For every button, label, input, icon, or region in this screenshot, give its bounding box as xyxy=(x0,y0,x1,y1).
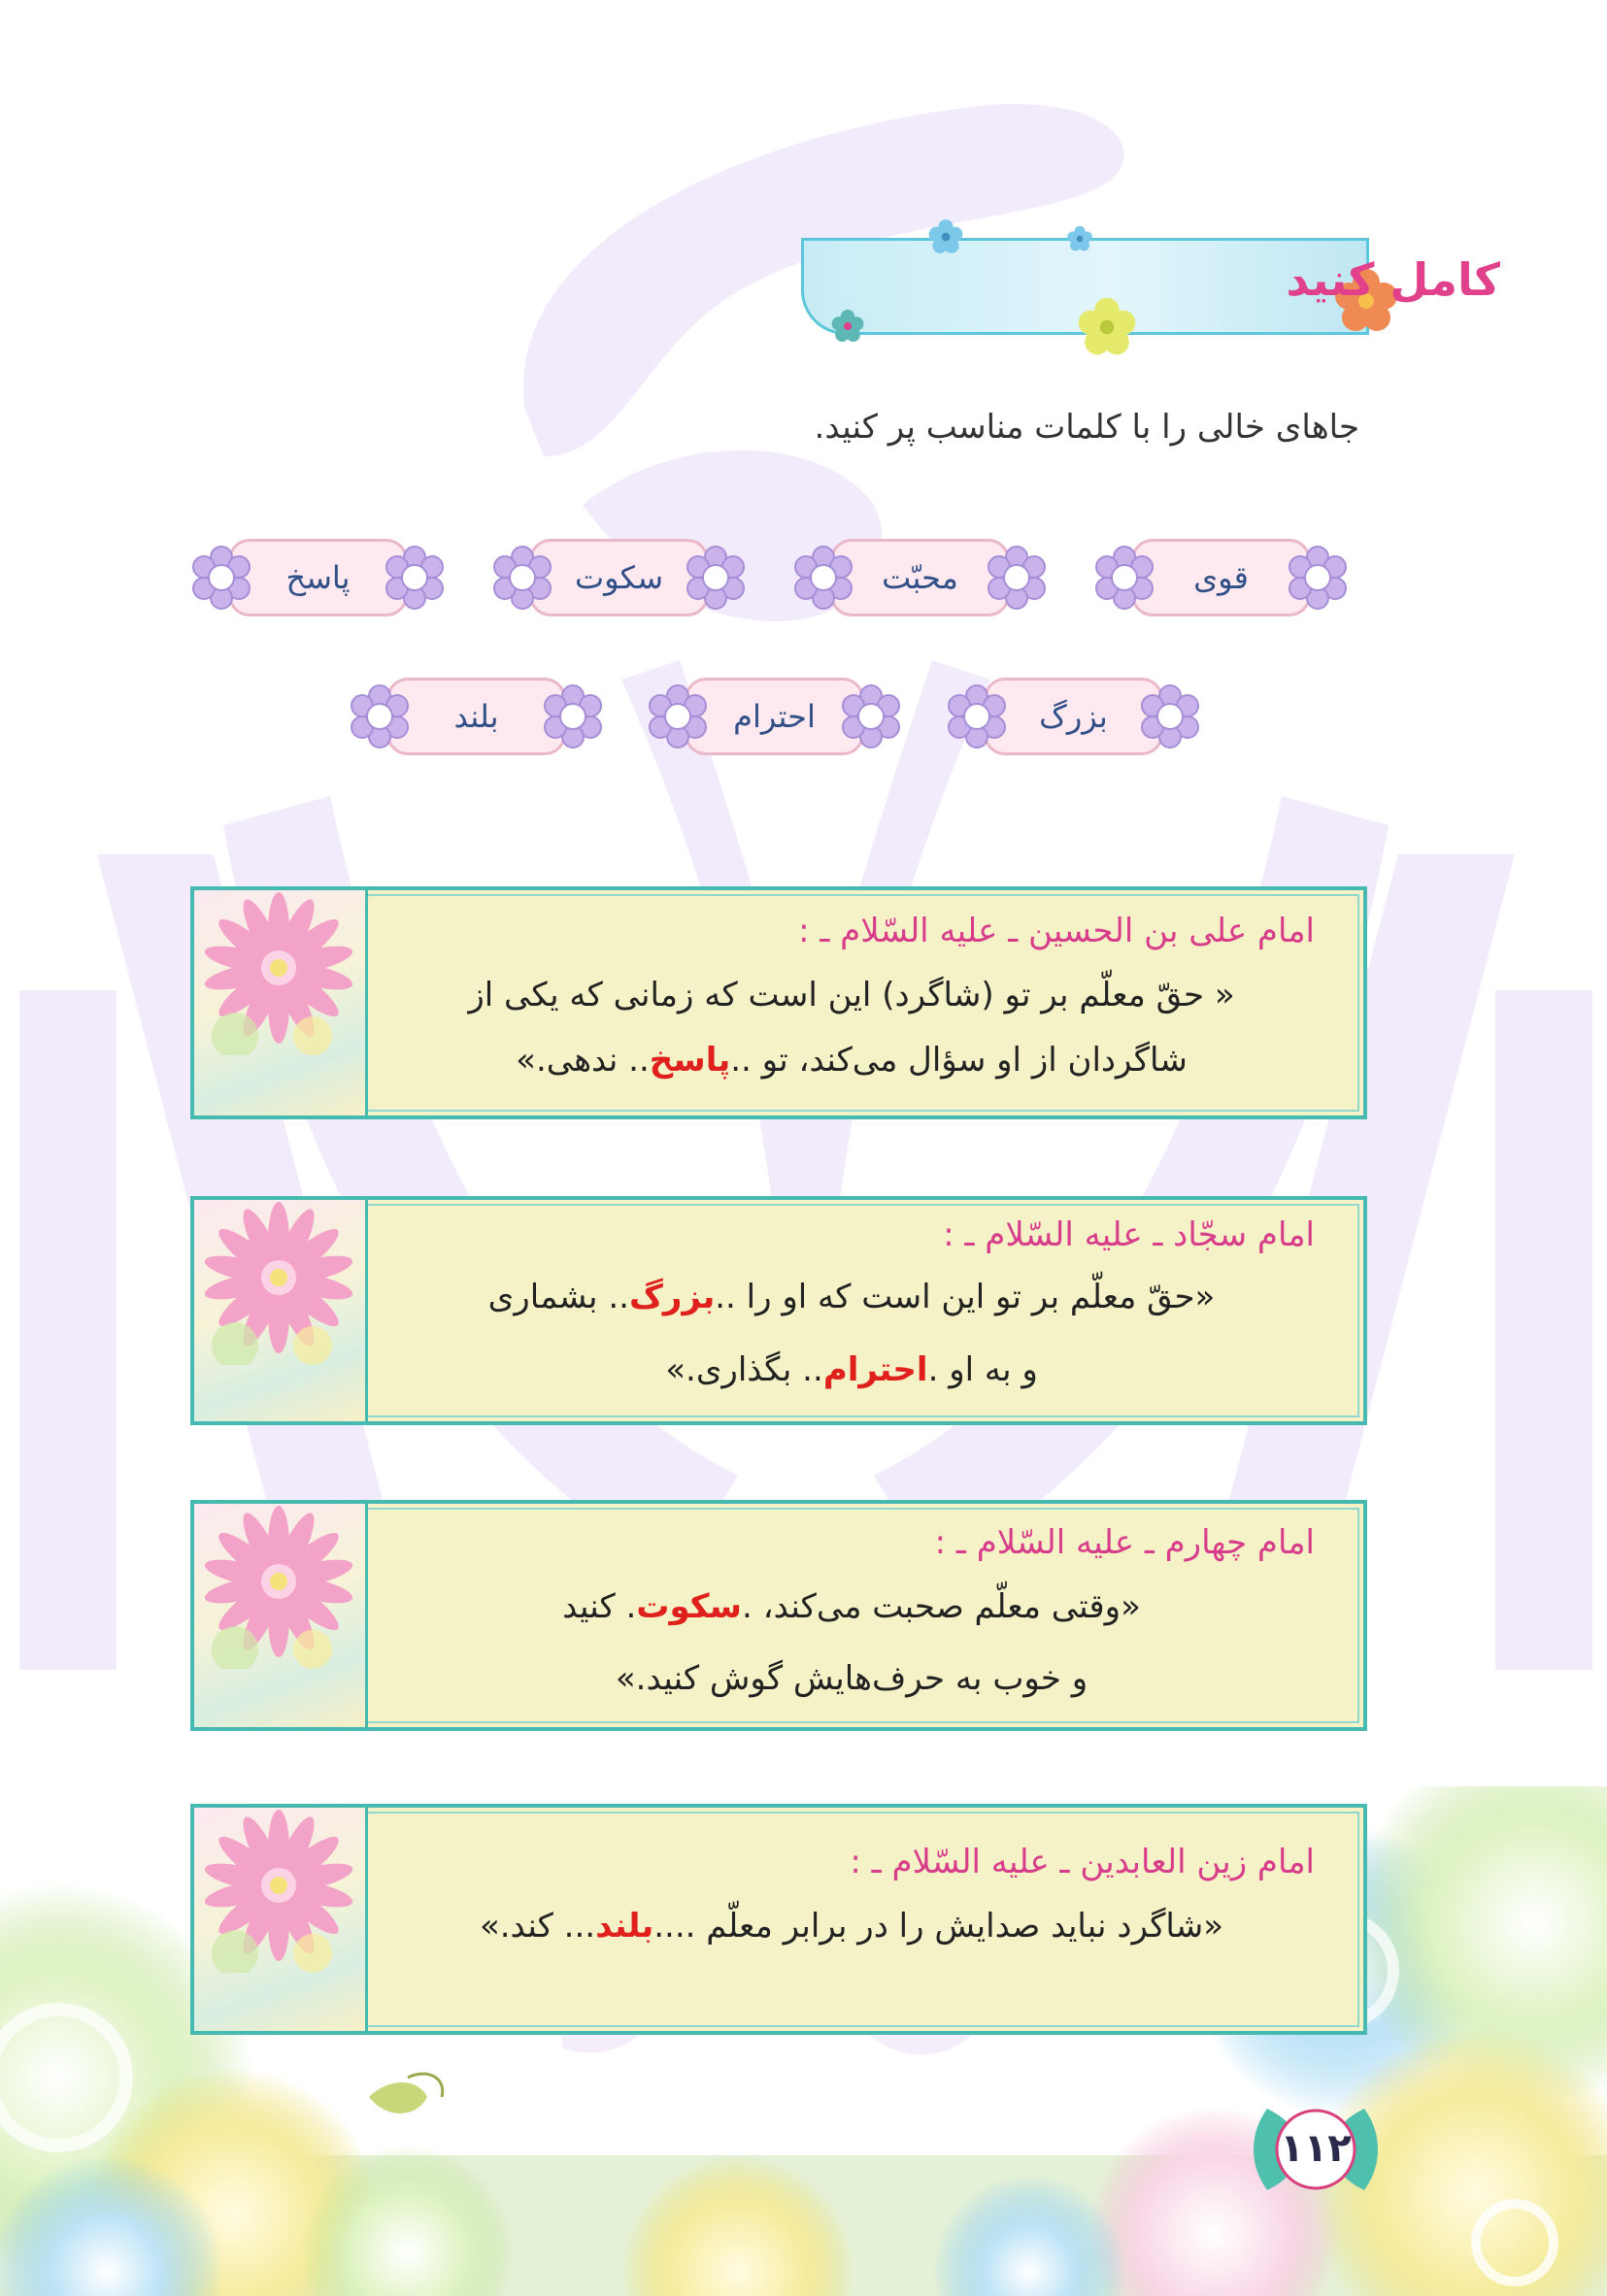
flower-icon xyxy=(1286,546,1350,610)
word-chip-label: محبّت xyxy=(882,559,958,596)
quote-text: . کنید xyxy=(562,1587,637,1626)
quote-line xyxy=(379,1041,1324,1080)
word-chip-label: سکوت xyxy=(574,559,664,596)
quote-text: و به او . xyxy=(927,1350,1038,1389)
flower-icon xyxy=(189,546,253,610)
quote-text: ... کند.» xyxy=(479,1907,596,1946)
word-chip-label: احترام xyxy=(733,698,816,735)
word-chip-label: بلند xyxy=(453,698,499,735)
quote-line xyxy=(379,1350,1324,1389)
quote-text: .. بگذاری.» xyxy=(665,1350,823,1389)
quote-line xyxy=(379,1278,1324,1316)
flower-icon xyxy=(945,684,1009,749)
flower-icon xyxy=(927,218,964,255)
word-chip xyxy=(228,539,408,616)
flower-icon xyxy=(646,684,710,749)
quote-text: «حقّ معلّم بر تو این است که او را .. xyxy=(715,1278,1216,1316)
flower-icon xyxy=(383,546,447,610)
flower-icon xyxy=(1092,546,1156,610)
instruction-text: جاهای خالی را با کلمات مناسب پر کنید. xyxy=(814,408,1359,447)
daisy-icon xyxy=(196,1200,361,1365)
flower-icon xyxy=(830,309,865,344)
section-title: کامل کنید xyxy=(1286,253,1500,306)
flower-icon xyxy=(684,546,748,610)
word-chip-label: قوی xyxy=(1193,559,1249,596)
quote-text: «وقتی معلّم صحبت می‌کند، . xyxy=(741,1587,1141,1626)
flower-icon xyxy=(348,684,412,749)
flower-icon xyxy=(985,546,1049,610)
flower-icon xyxy=(1138,684,1202,749)
card-flower-decoration xyxy=(194,1808,368,2031)
flower-icon xyxy=(1066,225,1093,252)
word-chip xyxy=(830,539,1010,616)
flower-icon xyxy=(791,546,855,610)
flower-icon xyxy=(490,546,554,610)
page-number: ۱۱۲ xyxy=(1280,2126,1352,2171)
card-flower-decoration xyxy=(194,890,368,1115)
quote-line: و خوب به حرف‌هایش گوش کنید.» xyxy=(615,1659,1088,1698)
card-flower-decoration xyxy=(194,1200,368,1421)
quote-card xyxy=(190,1196,1367,1425)
quote-heading: امام زین العابدین ـ علیه السّلام ـ : xyxy=(850,1843,1315,1881)
quote-card xyxy=(190,1804,1367,2035)
daisy-icon xyxy=(196,890,361,1055)
answer-word: بزرگ xyxy=(628,1278,716,1316)
flower-icon xyxy=(839,684,903,749)
word-chip-label: پاسخ xyxy=(285,559,351,596)
quote-heading: امام علی بن الحسین ـ علیه السّلام ـ : xyxy=(798,912,1315,950)
word-chip xyxy=(1131,539,1311,616)
answer-word: بلند xyxy=(595,1907,654,1946)
quote-line: « حقّ معلّم بر تو (شاگرد) این است که زمانی که یکی از xyxy=(468,976,1235,1015)
word-chip xyxy=(386,678,566,755)
card-flower-decoration xyxy=(194,1504,368,1727)
word-chip xyxy=(984,678,1163,755)
word-chip xyxy=(529,539,709,616)
quote-line xyxy=(379,1907,1324,1946)
quote-card xyxy=(190,1500,1367,1731)
daisy-icon xyxy=(196,1504,361,1669)
word-chip xyxy=(685,678,864,755)
quote-text: .. بشماری xyxy=(487,1278,629,1316)
quote-heading: امام چهارم ـ علیه السّلام ـ : xyxy=(934,1523,1315,1562)
daisy-icon xyxy=(196,1808,361,1973)
quote-text: شاگردان از او سؤال می‌کند، تو .. xyxy=(730,1041,1188,1080)
quote-card xyxy=(190,886,1367,1119)
answer-word: احترام xyxy=(822,1350,928,1389)
answer-word: سکوت xyxy=(636,1587,742,1626)
flower-icon xyxy=(541,684,605,749)
quote-text: «شاگرد نباید صدایش را در برابر معلّم .... xyxy=(653,1907,1224,1946)
quote-line xyxy=(379,1587,1324,1626)
quote-text: .. ندهی.» xyxy=(516,1041,650,1080)
answer-word: پاسخ xyxy=(649,1041,731,1080)
word-chip-label: بزرگ xyxy=(1039,698,1108,735)
quote-heading: امام سجّاد ـ علیه السّلام ـ : xyxy=(943,1215,1315,1254)
